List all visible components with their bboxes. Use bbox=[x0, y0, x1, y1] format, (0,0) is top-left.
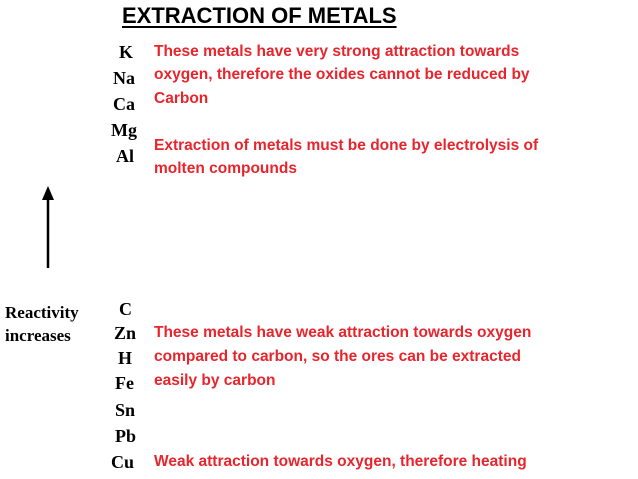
element-symbol: Mg bbox=[111, 120, 137, 140]
group2-line: These metals have weak attraction towards oxygen bbox=[154, 324, 532, 341]
element-symbol: Na bbox=[113, 68, 135, 88]
reactivity-label: Reactivity bbox=[5, 303, 79, 322]
group1-line: Extraction of metals must be done by electrolysis of bbox=[154, 137, 539, 154]
element-symbol: H bbox=[118, 348, 133, 368]
element-symbol: Ca bbox=[113, 94, 135, 114]
element-symbol: Sn bbox=[115, 400, 136, 420]
reactivity-label: increases bbox=[5, 326, 71, 345]
element-symbol: Pb bbox=[115, 426, 137, 446]
group1-line: Carbon bbox=[154, 90, 209, 107]
group1-line: oxygen, therefore the oxides cannot be reduced by bbox=[154, 66, 530, 83]
group3-line: Weak attraction towards oxygen, therefore heating bbox=[154, 453, 527, 470]
element-symbol: Fe bbox=[115, 373, 134, 393]
group2-line: compared to carbon, so the ores can be extracted bbox=[154, 348, 521, 365]
cut-off-line bbox=[111, 474, 631, 479]
element-symbol: Zn bbox=[114, 323, 137, 343]
group1-line: molten compounds bbox=[154, 160, 297, 177]
page-title: EXTRACTION OF METALS bbox=[122, 3, 397, 28]
element-symbol: C bbox=[119, 299, 132, 319]
element-symbol: Al bbox=[116, 146, 134, 166]
element-symbol: K bbox=[119, 42, 134, 62]
element-symbol: Cu bbox=[111, 452, 135, 472]
group2-line: easily by carbon bbox=[154, 372, 276, 389]
up-arrow-icon bbox=[38, 186, 58, 270]
group1-line: These metals have very strong attraction towards bbox=[154, 43, 520, 60]
